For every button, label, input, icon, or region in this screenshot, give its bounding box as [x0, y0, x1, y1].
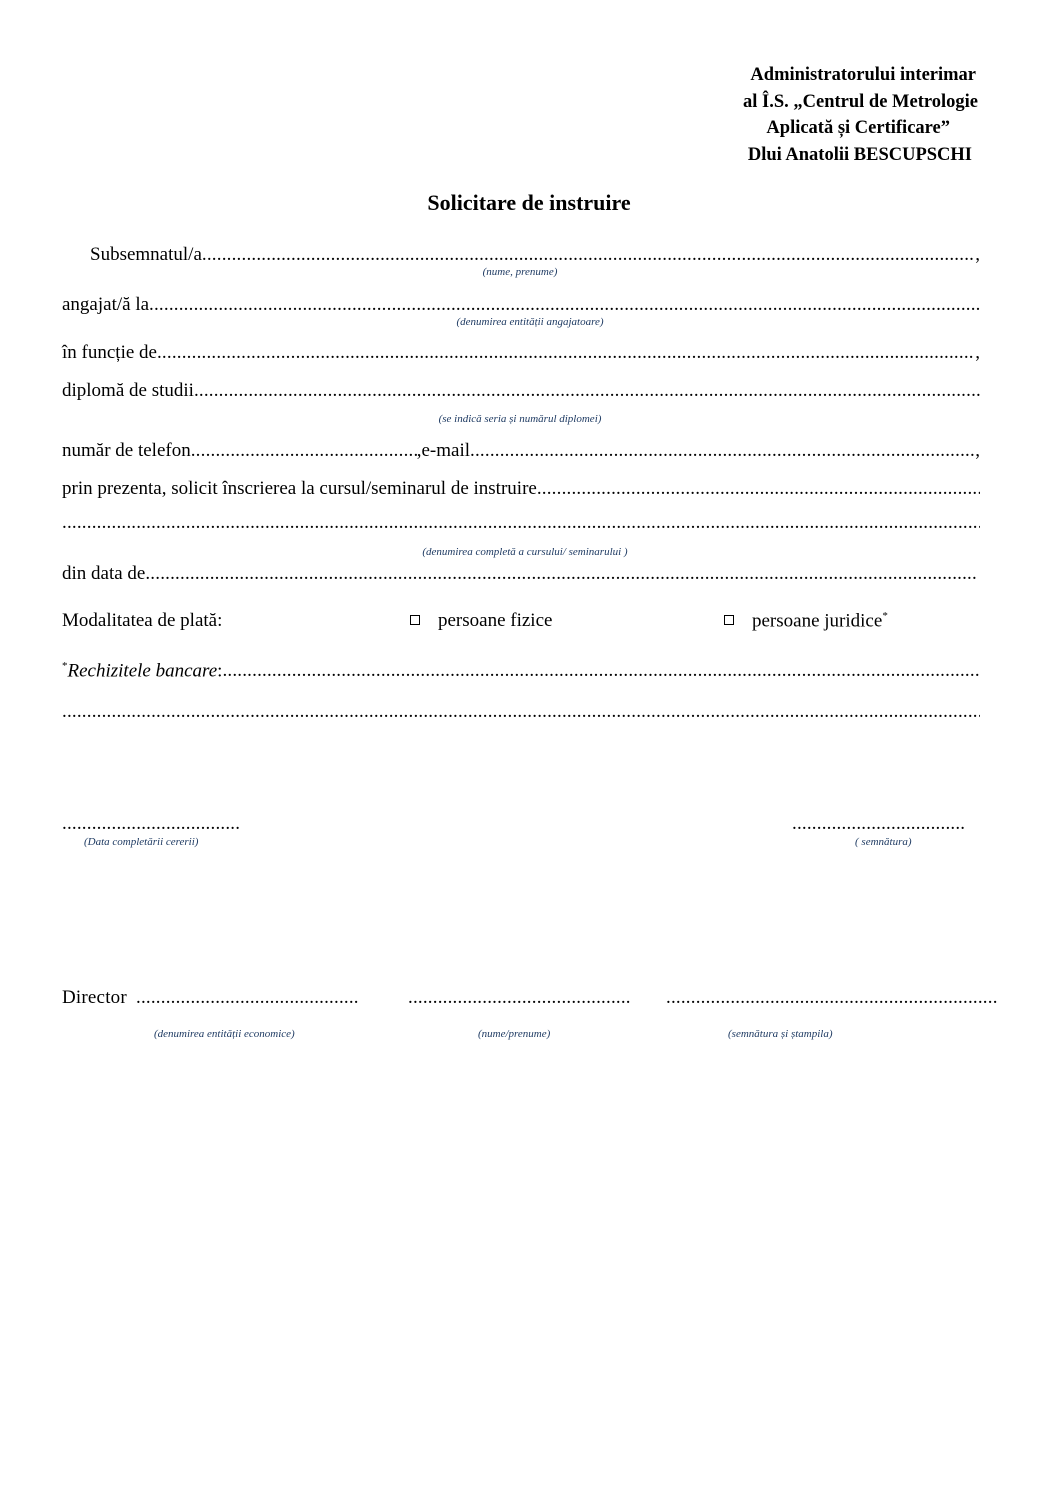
payment-option-fizice[interactable] — [410, 610, 552, 632]
hint-semnatura-stampila: (semnătura și ștampila) — [728, 1028, 833, 1040]
director-name-blank[interactable]: ............................................. — [408, 987, 631, 1008]
hint-serie-diploma: (se indică seria și numărul diplomei) — [438, 413, 602, 425]
label-fizice: persoane fizice — [438, 610, 553, 631]
blank-data[interactable] — [145, 563, 978, 585]
checkbox-fizice[interactable] — [410, 615, 420, 625]
date-blank[interactable]: .................................... — [62, 813, 241, 834]
footnote-mark: * — [62, 660, 68, 672]
blank-prezenta[interactable] — [537, 478, 980, 500]
addressee-line-4: Dlui Anatolii BESCUPSCHI — [747, 144, 972, 165]
label-diploma: diplomă de studii — [62, 380, 194, 401]
director-stamp-blank[interactable]: ................................................................... — [666, 987, 998, 1008]
addressee-block — [743, 62, 978, 168]
blank-angajat[interactable] — [149, 294, 980, 316]
field-row-data[interactable] — [62, 563, 978, 591]
blank-diploma[interactable] — [194, 380, 980, 402]
label-prezenta: prin prezenta, solicit înscrierea la cursul/seminarul de instruire — [62, 478, 537, 499]
document-title: Solicitare de instruire — [427, 190, 631, 215]
field-row-rechizite-2[interactable] — [62, 701, 980, 729]
label-juridice: persoane juridice — [752, 610, 883, 632]
director-label: Director — [62, 987, 127, 1008]
blank-functie[interactable] — [157, 342, 975, 364]
signature-blank[interactable]: ................................... — [792, 813, 966, 834]
addressee-line-3: Aplicată și Certificare” — [766, 118, 950, 138]
checkbox-juridice[interactable] — [724, 615, 734, 625]
label-data: din data de — [62, 563, 146, 584]
blank-curs[interactable] — [62, 512, 980, 534]
hint-data-completarii: (Data completării cererii) — [84, 836, 199, 848]
label-subsemnatul: Subsemnatul/a — [90, 244, 202, 265]
hint-denumire-curs: (denumirea completă a cursului/ seminarului ) — [422, 546, 628, 558]
field-row-telefon[interactable] — [62, 440, 980, 468]
blank-email[interactable] — [470, 440, 975, 462]
blank-subsemnatul[interactable] — [202, 244, 975, 266]
director-entity-blank[interactable]: ............................................. — [136, 987, 359, 1008]
field-row-rechizite[interactable] — [62, 660, 980, 688]
label-angajat: angajat/ă la — [62, 294, 150, 315]
hint-entitate-economica: (denumirea entității economice) — [154, 1028, 295, 1040]
footnote-mark: * — [882, 610, 888, 622]
addressee-line-1: Administratorului interimar — [750, 65, 976, 85]
payment-label: Modalitatea de plată: — [62, 610, 223, 631]
blank-rechizite-2[interactable] — [62, 701, 980, 723]
hint-entitate-angajatoare: (denumirea entității angajatoare) — [456, 316, 604, 328]
comma: , — [975, 440, 980, 461]
field-row-diploma[interactable] — [62, 380, 980, 408]
label-telefon: număr de telefon — [62, 440, 191, 461]
blank-rechizite[interactable] — [222, 660, 980, 682]
label-email: ,e-mail — [416, 440, 471, 461]
blank-telefon[interactable] — [191, 440, 417, 462]
hint-nume-prenume-director: (nume/prenume) — [478, 1028, 551, 1040]
hint-semnatura: ( semnătura) — [855, 836, 912, 848]
payment-option-juridice[interactable] — [724, 610, 888, 632]
label-rechizite: *Rechizitele bancare: — [62, 660, 223, 682]
comma: , — [975, 342, 980, 363]
field-row-functie[interactable] — [62, 342, 980, 370]
field-row-curs[interactable] — [62, 512, 980, 540]
field-row-prezenta[interactable] — [62, 478, 980, 506]
hint-nume-prenume: (nume, prenume) — [482, 266, 558, 278]
addressee-line-2: al Î.S. „Centrul de Metrologie — [743, 91, 978, 112]
label-functie: în funcție de — [62, 342, 157, 363]
comma: , — [975, 244, 980, 265]
